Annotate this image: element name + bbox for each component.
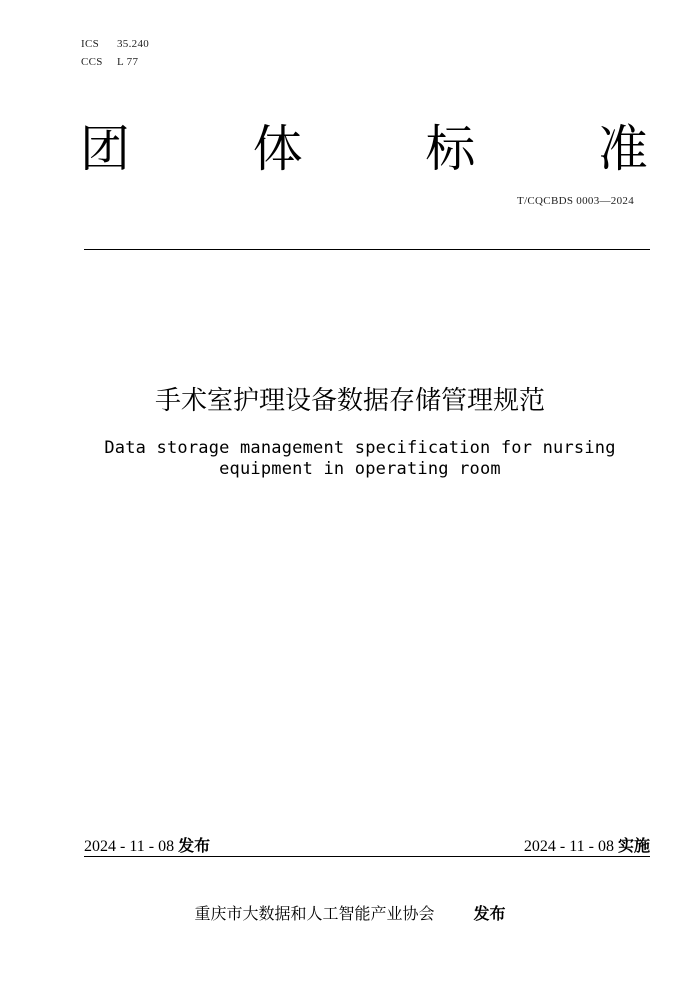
document-title-chinese: 手术室护理设备数据存储管理规范 (154, 386, 545, 416)
standard-type-char: 标 (425, 120, 476, 178)
document-title-english (60, 438, 660, 480)
publish-date-block (84, 836, 210, 857)
english-title-line-2: equipment in operating room (219, 459, 501, 479)
ics-value: 35.240 (117, 38, 150, 50)
standard-type-char: 团 (80, 120, 130, 178)
header-divider (84, 249, 650, 250)
standard-number: T/CQCBDS 0003—2024 (517, 195, 634, 207)
ccs-value: L 77 (117, 56, 139, 68)
publish-date: 2024 - 11 - 08 (84, 838, 175, 855)
publish-label: 发布 (178, 836, 211, 855)
standard-type-char: 体 (252, 120, 303, 178)
publishing-organization: 重庆市大数据和人工智能产业协会 (194, 904, 435, 923)
ccs-label: CCS (81, 56, 103, 68)
ics-code-row (81, 35, 149, 53)
publisher-line (0, 903, 700, 925)
classification-codes (81, 35, 149, 71)
standard-type-heading (80, 118, 648, 180)
issued-label: 发布 (473, 904, 506, 923)
footer-divider (84, 856, 650, 857)
english-title-line-1: Data storage management specification for nursing (104, 438, 616, 458)
implement-label: 实施 (617, 836, 650, 855)
standard-type-char: 准 (597, 120, 648, 178)
ccs-code-row (81, 53, 149, 71)
implement-date: 2024 - 11 - 08 (523, 838, 614, 855)
implement-date-block (524, 836, 650, 857)
ics-label: ICS (81, 38, 100, 50)
